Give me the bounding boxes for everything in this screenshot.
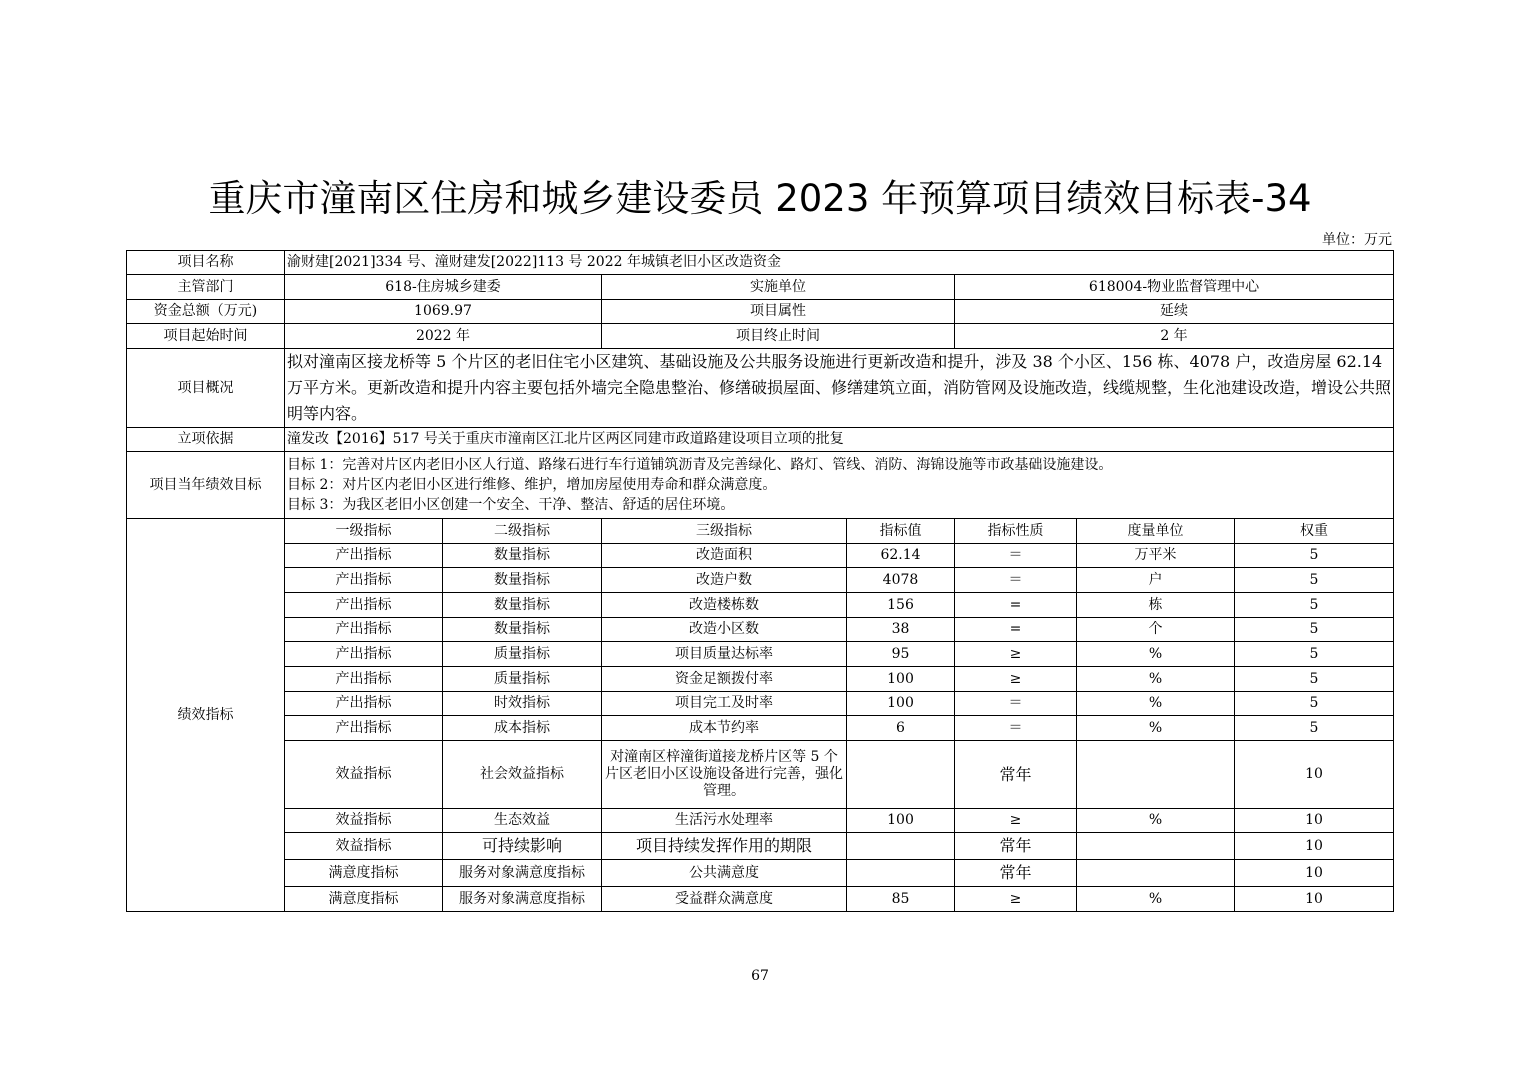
funds-label: 资金总额（万元) [127, 300, 285, 324]
value-cell: 62.14 [847, 544, 955, 568]
nature-cell: = [955, 618, 1077, 642]
level2-cell: 社会效益指标 [443, 741, 602, 809]
table-row [127, 544, 1394, 568]
goal-label: 项目当年绩效目标 [127, 452, 285, 519]
basis-value: 潼发改【2016】517 号关于重庆市潼南区江北片区两区同建市政道路建设项目立项的批复 [285, 428, 1394, 452]
header-level3: 三级指标 [602, 519, 847, 544]
goal-item: 目标 2：对片区内老旧小区进行维修、维护，增加房屋使用寿命和群众满意度。 [287, 477, 777, 493]
basis-label: 立项依据 [127, 428, 285, 452]
header-level1: 一级指标 [285, 519, 443, 544]
perf-section-label: 绩效指标 [127, 519, 285, 912]
level1-cell: 产出指标 [285, 593, 443, 618]
unit-cell: % [1077, 692, 1235, 716]
level3-cell: 项目完工及时率 [602, 692, 847, 716]
level2-cell: 生态效益 [443, 809, 602, 833]
weight-cell: 10 [1235, 833, 1394, 860]
table-row [127, 642, 1394, 667]
weight-cell: 5 [1235, 667, 1394, 692]
nature-cell: 常年 [955, 860, 1077, 887]
table-row [127, 692, 1394, 716]
table-row [127, 618, 1394, 642]
row-basis [127, 428, 1394, 452]
table-row [127, 741, 1394, 809]
nature-cell: ＝ [955, 568, 1077, 593]
row-time [127, 324, 1394, 349]
goal-item: 目标 1：完善对片区内老旧小区人行道、路缘石进行车行道铺筑沥青及完善绿化、路灯、管线、消防、海锦设施等市政基础设施建设。 [287, 457, 1113, 473]
level2-cell: 服务对象满意度指标 [443, 887, 602, 912]
level3-cell: 项目持续发挥作用的期限 [602, 833, 847, 860]
nature-cell: 常年 [955, 833, 1077, 860]
value-cell: 6 [847, 716, 955, 741]
level1-cell: 效益指标 [285, 741, 443, 809]
level2-cell: 可持续影响 [443, 833, 602, 860]
table-row [127, 593, 1394, 618]
level3-cell: 改造楼栋数 [602, 593, 847, 618]
level1-cell: 效益指标 [285, 809, 443, 833]
nature-cell: ≥ [955, 642, 1077, 667]
nature-cell: ＝ [955, 544, 1077, 568]
header-level2: 二级指标 [443, 519, 602, 544]
unit-cell: 个 [1077, 618, 1235, 642]
level2-cell: 时效指标 [443, 692, 602, 716]
unit-cell: % [1077, 667, 1235, 692]
value-cell [847, 741, 955, 809]
level1-cell: 产出指标 [285, 568, 443, 593]
value-cell: 100 [847, 667, 955, 692]
value-cell: 4078 [847, 568, 955, 593]
weight-cell: 5 [1235, 568, 1394, 593]
unit-cell [1077, 741, 1235, 809]
level3-cell: 改造小区数 [602, 618, 847, 642]
table-row [127, 887, 1394, 912]
performance-table [126, 250, 1394, 912]
level2-cell: 数量指标 [443, 593, 602, 618]
start-label: 项目起始时间 [127, 324, 285, 349]
weight-cell: 10 [1235, 741, 1394, 809]
overview-value: 拟对潼南区接龙桥等 5 个片区的老旧住宅小区建筑、基础设施及公共服务设施进行更新改造和提升，涉及 38 个小区、156 栋、4078 户，改造房屋 62.14 万平方米。更新改造和提升内容主要包括外墙完全隐患整治、修缮破损屋面、修缮建筑立面，消防管网及设施改造，线缆规整，生化池建设改造，增设公共照明等内容。 [285, 349, 1394, 428]
unit-cell: % [1077, 716, 1235, 741]
level1-cell: 产出指标 [285, 716, 443, 741]
weight-cell: 10 [1235, 809, 1394, 833]
level3-cell: 受益群众满意度 [602, 887, 847, 912]
value-cell [847, 860, 955, 887]
table-row [127, 568, 1394, 593]
perf-header-row [127, 519, 1394, 544]
start-value: 2022 年 [285, 324, 602, 349]
dept-value: 618-住房城乡建委 [285, 275, 602, 300]
weight-cell: 5 [1235, 692, 1394, 716]
value-cell: 100 [847, 692, 955, 716]
level3-cell: 改造户数 [602, 568, 847, 593]
unit-cell: 栋 [1077, 593, 1235, 618]
level2-cell: 成本指标 [443, 716, 602, 741]
value-cell: 38 [847, 618, 955, 642]
level2-cell: 服务对象满意度指标 [443, 860, 602, 887]
overview-label: 项目概况 [127, 349, 285, 428]
weight-cell: 10 [1235, 860, 1394, 887]
unit-cell: % [1077, 642, 1235, 667]
table-row [127, 833, 1394, 860]
nature-cell: ≥ [955, 667, 1077, 692]
nature-cell: = [955, 593, 1077, 618]
level1-cell: 效益指标 [285, 833, 443, 860]
end-label: 项目终止时间 [602, 324, 955, 349]
value-cell: 100 [847, 809, 955, 833]
weight-cell: 5 [1235, 618, 1394, 642]
level2-cell: 质量指标 [443, 667, 602, 692]
level2-cell: 数量指标 [443, 568, 602, 593]
level1-cell: 产出指标 [285, 692, 443, 716]
table-row [127, 667, 1394, 692]
level1-cell: 产出指标 [285, 642, 443, 667]
nature-cell: ＝ [955, 716, 1077, 741]
project-name-label: 项目名称 [127, 251, 285, 275]
impl-value: 618004-物业监督管理中心 [955, 275, 1394, 300]
goal-list [285, 452, 1394, 519]
unit-cell: 户 [1077, 568, 1235, 593]
level3-cell: 成本节约率 [602, 716, 847, 741]
level1-cell: 产出指标 [285, 618, 443, 642]
value-cell: 156 [847, 593, 955, 618]
weight-cell: 10 [1235, 887, 1394, 912]
header-nature: 指标性质 [955, 519, 1077, 544]
unit-label: 单位：万元 [1322, 232, 1392, 248]
level2-cell: 质量指标 [443, 642, 602, 667]
unit-cell: 万平米 [1077, 544, 1235, 568]
weight-cell: 5 [1235, 593, 1394, 618]
header-unit: 度量单位 [1077, 519, 1235, 544]
unit-cell: % [1077, 809, 1235, 833]
level3-cell: 资金足额拨付率 [602, 667, 847, 692]
weight-cell: 5 [1235, 716, 1394, 741]
level2-cell: 数量指标 [443, 544, 602, 568]
weight-cell: 5 [1235, 642, 1394, 667]
value-cell: 95 [847, 642, 955, 667]
level3-cell: 生活污水处理率 [602, 809, 847, 833]
value-cell [847, 833, 955, 860]
level3-cell: 公共满意度 [602, 860, 847, 887]
nature-cell: ≥ [955, 887, 1077, 912]
goal-item: 目标 3：为我区老旧小区创建一个安全、干净、整洁、舒适的居住环境。 [287, 497, 735, 513]
end-value: 2 年 [955, 324, 1394, 349]
table-row [127, 716, 1394, 741]
row-overview [127, 349, 1394, 428]
project-name-value: 渝财建[2021]334 号、潼财建发[2022]113 号 2022 年城镇老旧小区改造资金 [285, 251, 1394, 275]
weight-cell: 5 [1235, 544, 1394, 568]
dept-label: 主管部门 [127, 275, 285, 300]
header-weight: 权重 [1235, 519, 1394, 544]
header-value: 指标值 [847, 519, 955, 544]
unit-cell [1077, 860, 1235, 887]
value-cell: 85 [847, 887, 955, 912]
level3-cell: 改造面积 [602, 544, 847, 568]
level3-cell: 项目质量达标率 [602, 642, 847, 667]
nature-cell: ≥ [955, 809, 1077, 833]
impl-label: 实施单位 [602, 275, 955, 300]
level1-cell: 产出指标 [285, 544, 443, 568]
page-title: 重庆市潼南区住房和城乡建设委员 2023 年预算项目绩效目标表-34 [208, 177, 1312, 220]
unit-cell [1077, 833, 1235, 860]
row-funds [127, 300, 1394, 324]
level1-cell: 满意度指标 [285, 887, 443, 912]
table-row [127, 860, 1394, 887]
row-project-name [127, 251, 1394, 275]
unit-cell: % [1077, 887, 1235, 912]
funds-value: 1069.97 [285, 300, 602, 324]
nature-cell: ＝ [955, 692, 1077, 716]
attr-value: 延续 [955, 300, 1394, 324]
level1-cell: 产出指标 [285, 667, 443, 692]
attr-label: 项目属性 [602, 300, 955, 324]
row-goals [127, 452, 1394, 519]
page-number: 67 [751, 968, 769, 984]
row-dept [127, 275, 1394, 300]
level3-cell: 对潼南区梓潼街道接龙桥片区等 5 个片区老旧小区设施设备进行完善，强化管理。 [602, 741, 847, 809]
level1-cell: 满意度指标 [285, 860, 443, 887]
nature-cell: 常年 [955, 741, 1077, 809]
table-row [127, 809, 1394, 833]
level2-cell: 数量指标 [443, 618, 602, 642]
